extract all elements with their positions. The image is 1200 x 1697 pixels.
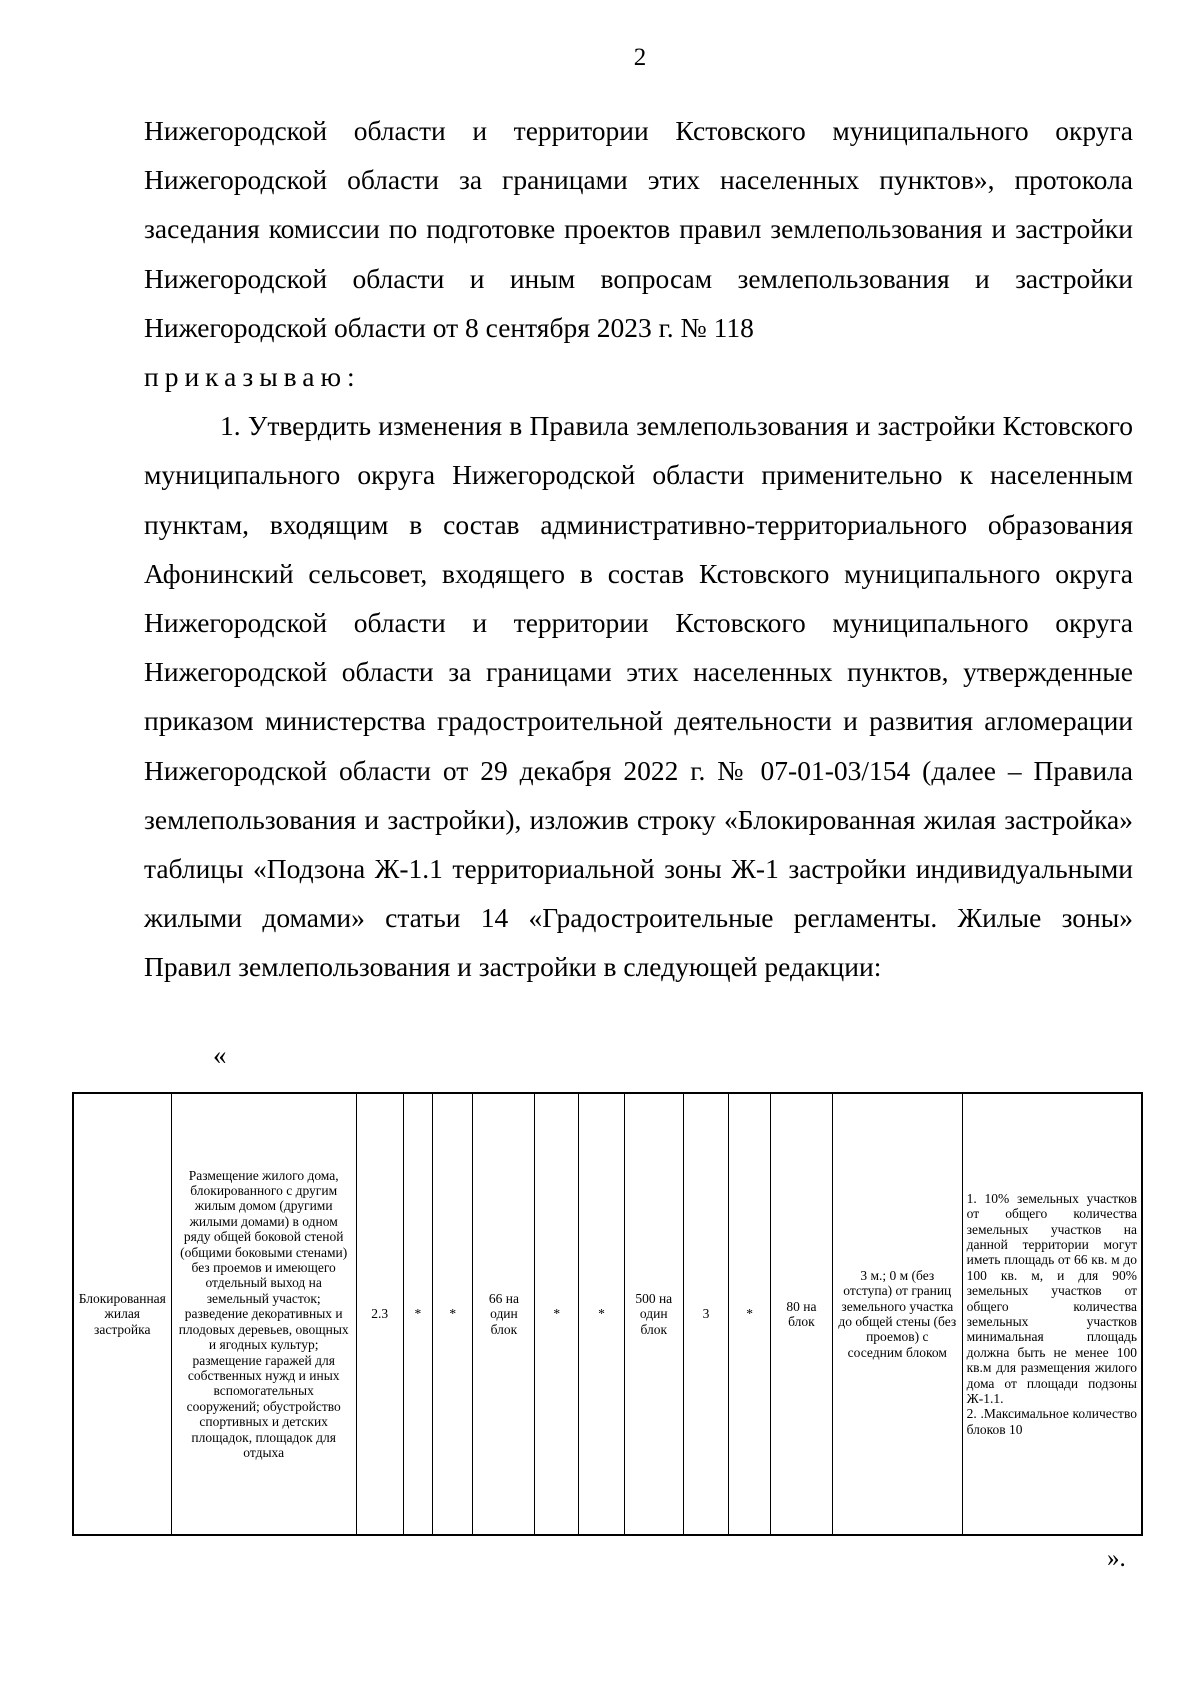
table-row (73, 1093, 1142, 1535)
table-cell: * (729, 1093, 770, 1535)
closing-quote: ». (1107, 1545, 1126, 1572)
table-cell: * (433, 1093, 473, 1535)
coverage-cell: 80 на блок (770, 1093, 832, 1535)
table-cell: * (535, 1093, 579, 1535)
intro-paragraph: Нижегородской области и территории Кстовского муниципального округа Нижегородской области за границами этих населенных пунктов», протокола заседания комиссии по подготовке проектов правил землепользования и застройки Нижегородской области и иным вопросам землепользования и застройки Нижегородской области от 8 сентября 2023 г. № 118 (144, 115, 1133, 343)
note-1: 1. 10% земельных участков от общего количества земельных участков на данной территории могут иметь площадь от 66 кв. м до 100 кв. м, и для 90% земельных участков от общего количества земельных участков минимальная площадь должна быть не менее 100 кв.м для размещения жилого дома от площади подзоны Ж-1.1. (966, 1190, 1137, 1407)
table-cell: * (579, 1093, 625, 1535)
setback-cell: 3 м.; 0 м (без отступа) от границ земельного участка до общей стены (без проемов) с соседним блоком (832, 1093, 962, 1535)
notes-cell (962, 1093, 1142, 1535)
order-word: приказываю: (144, 361, 361, 393)
note-2: 2. .Максимальное количество блоков 10 (966, 1406, 1137, 1437)
floors-cell: 3 (683, 1093, 729, 1535)
zoning-table (72, 1092, 1143, 1536)
land-use-code-cell: 2.3 (356, 1093, 403, 1535)
land-use-description-cell: Размещение жилого дома, блокированного с другим жилым домом (другими жилыми домами) в одном ряду общей боковой стеной (общими боковыми стенами) без проемов и имеющего отдельный выход на земельный участок; разведение декоративных и плодовых деревьев, овощных и ягодных культур; размещение гаражей для собственных нужд и иных вспомогательных сооружений; обустройство спортивных и детских площадок, площадок для отдыха (171, 1093, 356, 1535)
item-1-paragraph: 1. Утвердить изменения в Правила землепользования и застройки Кстовского муниципального округа Нижегородской области применительно к населенным пунктам, входящим в состав административно-территориального образования Афонинский сельсовет, входящего в состав Кстовского муниципального округа Нижегородской области и территории Кстовского муниципального округа Нижегородской области за границами этих населенных пунктов, утвержденные приказом министерства градостроительной деятельности и развития агломерации Нижегородской области от 29 декабря 2022 г. № 07-01-03/154 (далее – Правила землепользования и застройки), изложив строку «Блокированная жилая застройка» таблицы «Подзона Ж-1.1 территориальной зоны Ж-1 застройки индивидуальными жилыми домами» статьи 14 «Градостроительные регламенты. Жилые зоны» Правил землепользования и застройки в следующей редакции: (144, 410, 1133, 983)
opening-quote: « (213, 1040, 227, 1070)
document-body (144, 106, 1133, 992)
max-plot-area-cell: 500 на один блок (624, 1093, 683, 1535)
land-use-name-cell: Блокированная жилая застройка (73, 1093, 171, 1535)
table-cell: * (403, 1093, 432, 1535)
min-plot-area-cell: 66 на один блок (473, 1093, 535, 1535)
page-number: 2 (633, 44, 647, 71)
